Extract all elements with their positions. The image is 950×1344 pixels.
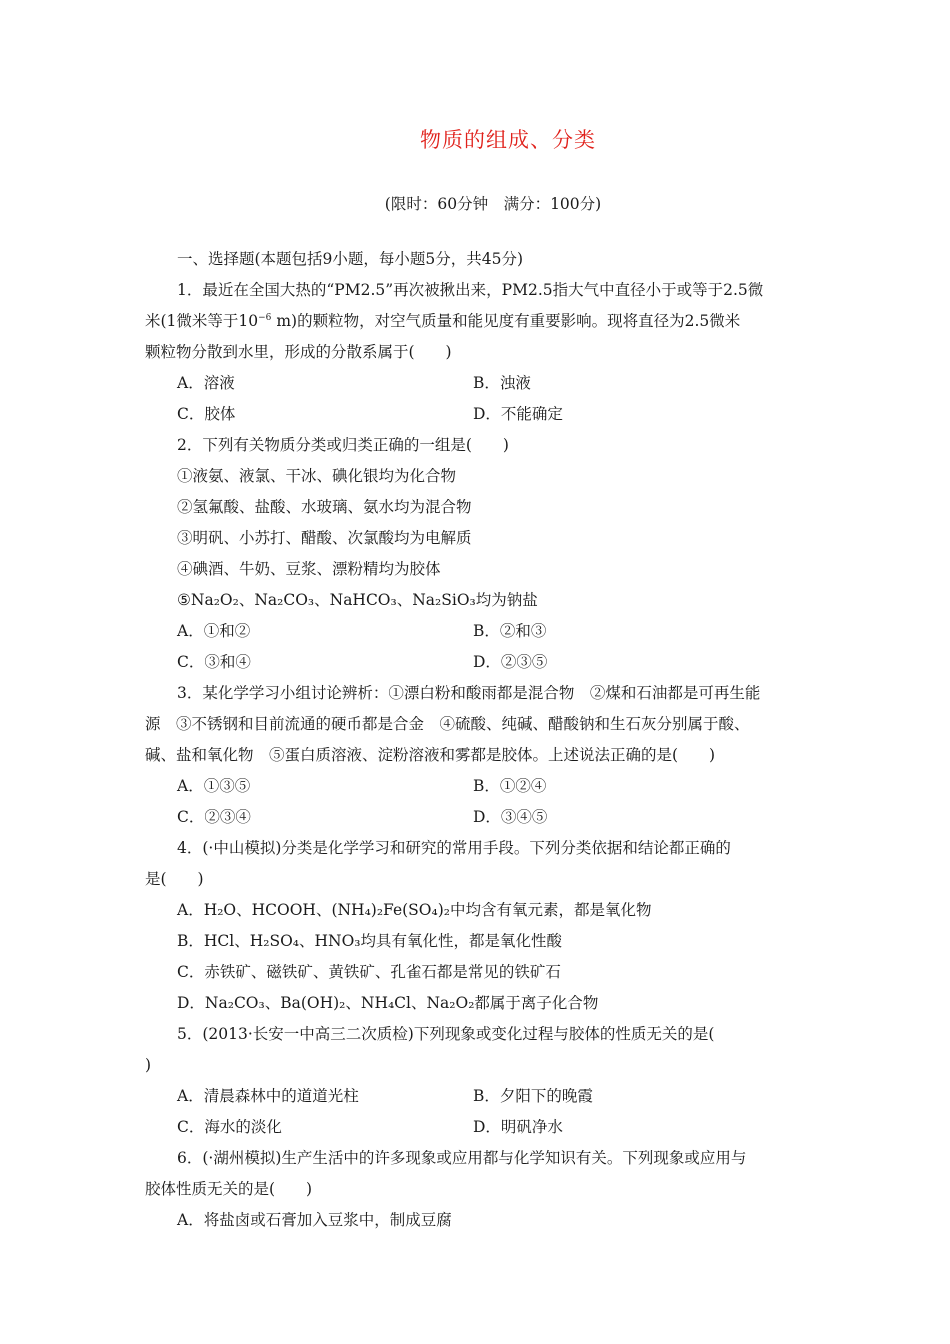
question-3-option-a: A．①③⑤: [177, 777, 251, 795]
question-1-line-2-text: 米(1微米等于10: [145, 312, 259, 330]
question-5-option-d: D．明矾净水: [473, 1118, 563, 1136]
question-3-options-row-1: [145, 771, 810, 802]
question-2-option-d: D．②③⑤: [473, 653, 548, 671]
question-4-option-d: D．Na₂CO₃、Ba(OH)₂、NH₄Cl、Na₂O₂都属于离子化合物: [177, 994, 599, 1012]
question-3-options-row-2: [145, 802, 810, 833]
question-1-option-a: A．溶液: [177, 374, 235, 392]
question-2-statement-5: ⑤Na₂O₂、Na₂CO₃、NaHCO₃、Na₂SiO₃均为钠盐: [177, 591, 538, 609]
question-2-options-row-2: [145, 647, 810, 678]
question-1-options-row-1: [145, 368, 810, 399]
question-5-options-row-2: [145, 1112, 810, 1143]
question-2-option-b: B．②和③: [473, 622, 547, 640]
page-title: 物质的组成、分类: [420, 128, 596, 152]
question-2-statement-3: ③明矾、小苏打、醋酸、次氯酸均为电解质: [177, 529, 472, 547]
question-1-option-c: C．胶体: [177, 405, 236, 423]
question-6-option-a: A．将盐卤或石膏加入豆浆中，制成豆腐: [177, 1211, 452, 1229]
question-3-line-3: 碱、盐和氧化物 ⑤蛋白质溶液、淀粉溶液和雾都是胶体。上述说法正确的是( ): [145, 746, 716, 764]
question-3-option-b: B．①②④: [473, 777, 547, 795]
question-2-statement-4: ④碘酒、牛奶、豆浆、漂粉精均为胶体: [177, 560, 441, 578]
question-5-option-b: B．夕阳下的晚霞: [473, 1087, 593, 1105]
question-5-option-c: C．海水的淡化: [177, 1118, 282, 1136]
question-3-line-2: 源 ③不锈钢和目前流通的硬币都是合金 ④硫酸、纯碱、醋酸钠和生石灰分别属于酸、: [145, 715, 750, 733]
question-1-options-row-2: [145, 399, 810, 430]
question-3-option-d: D．③④⑤: [473, 808, 548, 826]
question-3-line-1: 3．某化学学习小组讨论辨析：①漂白粉和酸雨都是混合物 ②煤和石油都是可再生能: [177, 684, 761, 702]
question-list: [145, 244, 810, 1236]
question-1-line-2: [145, 306, 810, 337]
question-1-line-1: 1．最近在全国大热的“PM2.5”再次被揪出来，PM2.5指大气中直径小于或等于2.5微: [177, 281, 764, 299]
question-5-line-1: 5．(2013·长安一中高三二次质检)下列现象或变化过程与胶体的性质无关的是(: [177, 1025, 715, 1043]
time-and-score-limit: (限时：60分钟 满分：100分): [384, 195, 602, 213]
question-2-options-row-1: [145, 616, 810, 647]
question-3-option-c: C．②③④: [177, 808, 251, 826]
question-5-option-a: A．清晨森林中的道道光柱: [177, 1087, 359, 1105]
question-5-line-2: ): [145, 1056, 152, 1074]
question-2-statement-2: ②氢氟酸、盐酸、水玻璃、氨水均为混合物: [177, 498, 472, 516]
question-1-line-2-rest: m)的颗粒物，对空气质量和能见度有重要影响。现将直径为2.5微米: [271, 312, 741, 330]
question-2-statement-1: ①液氨、液氯、干冰、碘化银均为化合物: [177, 467, 457, 485]
question-4-option-a: A．H₂O、HCOOH、(NH₄)₂Fe(SO₄)₂中均含有氧元素，都是氧化物: [177, 901, 652, 919]
question-4-line-1: 4．(·中山模拟)分类是化学学习和研究的常用手段。下列分类依据和结论都正确的: [177, 839, 731, 857]
question-6-line-2: 胶体性质无关的是( ): [145, 1180, 313, 1198]
question-2-option-a: A．①和②: [177, 622, 251, 640]
question-6-line-1: 6．(·湖州模拟)生产生活中的许多现象或应用都与化学知识有关。下列现象或应用与: [177, 1149, 747, 1167]
question-1-option-d: D．不能确定: [473, 405, 563, 423]
question-4-option-c: C．赤铁矿、磁铁矿、黄铁矿、孔雀石都是常见的铁矿石: [177, 963, 561, 981]
question-5-options-row-1: [145, 1081, 810, 1112]
exponent: −6: [258, 313, 272, 323]
question-1-option-b: B．浊液: [473, 374, 531, 392]
question-2-option-c: C．③和④: [177, 653, 251, 671]
section-heading: 一、选择题(本题包括9小题，每小题5分，共45分): [177, 250, 524, 268]
question-2-stem: 2．下列有关物质分类或归类正确的一组是( ): [177, 436, 509, 454]
question-4-option-b: B．HCl、H₂SO₄、HNO₃均具有氧化性，都是氧化性酸: [177, 932, 562, 950]
question-4-line-2: 是( ): [145, 870, 204, 888]
question-1-line-3: 颗粒物分散到水里，形成的分散系属于( ): [145, 343, 452, 361]
